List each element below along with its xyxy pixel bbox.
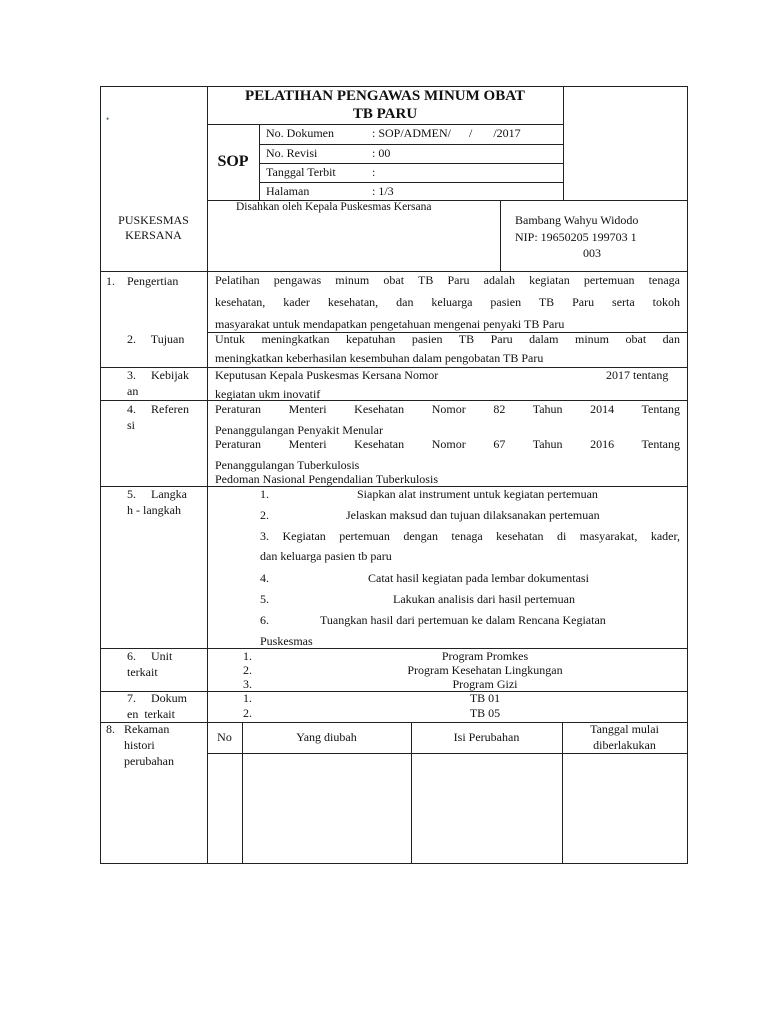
referensi-label-line2: si: [127, 418, 136, 432]
kebijakan-line1-left: Keputusan Kepala Puskesmas Kersana Nomor: [215, 368, 439, 382]
dokumen-1-text: TB 01: [469, 691, 501, 705]
step-3-line1: 3. Kegiatan pertemuan dengan tenaga kesehatan di masyarakat, kader,: [260, 529, 680, 543]
step-2-text: Jelaskan maksud dan tujuan dilaksanakan pertemuan: [346, 508, 600, 522]
tujuan-label: 2. Tujuan: [127, 332, 185, 346]
no-dokumen-label: No. Dokumen: [266, 126, 334, 140]
institution-line1: PUSKESMAS: [118, 213, 189, 227]
step-5-text: Lakukan analisis dari hasil pertemuan: [393, 592, 575, 606]
signatory-nip-line2: 003: [583, 246, 601, 260]
institution-line2: KERSANA: [125, 228, 182, 242]
tujuan-line2: meningkatkan keberhasilan kesembuhan dalam pengobatan TB Paru: [215, 351, 544, 365]
signatory-name: Bambang Wahyu Widodo: [515, 213, 639, 227]
step-1-num: 1.: [260, 487, 269, 501]
kebijakan-label-line2: an: [127, 384, 139, 398]
referensi-line2: Penanggulangan Penyakit Menular: [215, 423, 383, 437]
referensi-line5: Pedoman Nasional Pengendalian Tuberkulosis: [215, 472, 438, 486]
no-dokumen-value: : SOP/ADMEN/ / /2017: [372, 126, 521, 140]
tanggal-terbit-label: Tanggal Terbit: [266, 165, 336, 179]
unit-2-text: Program Kesehatan Lingkungan: [407, 663, 563, 677]
pengertian-line2: kesehatan, kader kesehatan, dan keluarga pasien TB Paru serta tokoh: [215, 295, 680, 309]
step-6-text: Tuangkan hasil dari pertemuan ke dalam Rencana Kegiatan: [320, 613, 606, 627]
document-title-line2: TB PARU: [352, 106, 418, 122]
tanggal-terbit-value: :: [372, 165, 376, 179]
step-3-line2: dan keluarga pasien tb paru: [260, 549, 392, 563]
rekaman-label-line1: Rekaman: [124, 722, 170, 736]
history-col-no: No: [217, 730, 232, 744]
halaman-label: Halaman: [266, 184, 310, 198]
dokumen-2-num: 2.: [243, 706, 252, 720]
step-1-text: Siapkan alat instrument untuk kegiatan pertemuan: [357, 487, 598, 501]
history-col-tanggal-line2: diberlakukan: [593, 738, 656, 752]
step-4-text: Catat hasil kegiatan pada lembar dokumentasi: [368, 571, 589, 585]
dokumen-terkait-label-line2: en terkait: [127, 707, 175, 721]
unit-2-num: 2.: [243, 663, 252, 677]
unit-1-num: 1.: [243, 649, 252, 663]
rekaman-label-num: 8.: [106, 722, 115, 736]
unit-3-num: 3.: [243, 677, 252, 691]
halaman-value: : 1/3: [372, 184, 394, 198]
dokumen-2-text: TB 05: [469, 706, 501, 720]
unit-terkait-label-line1: 6. Unit: [127, 649, 173, 663]
step-2-num: 2.: [260, 508, 269, 522]
dokumen-terkait-label-line1: 7. Dokum: [127, 691, 187, 705]
history-col-yang-diubah: Yang diubah: [296, 730, 357, 744]
unit-3-text: Program Gizi: [452, 677, 518, 691]
step-5-num: 5.: [260, 592, 269, 606]
history-col-isi-perubahan: Isi Perubahan: [453, 730, 520, 744]
pengertian-line1: Pelatihan pengawas minum obat TB Paru adalah kegiatan pertemuan tenaga: [215, 273, 680, 287]
unit-1-text: Program Promkes: [441, 649, 529, 663]
step-6-line2: Puskesmas: [260, 634, 313, 648]
rekaman-label-line2: histori: [124, 738, 155, 752]
signatory-nip-line1: NIP: 19650205 199703 1: [515, 230, 637, 244]
history-col-tanggal-line1: Tanggal mulai: [590, 722, 659, 736]
pengertian-label: 1. Pengertian: [106, 274, 179, 288]
kebijakan-label-line1: 3. Kebijak: [127, 368, 189, 382]
langkah-label-line2: h - langkah: [127, 503, 181, 517]
logo-dot: •: [106, 114, 110, 124]
referensi-line4: Penanggulangan Tuberkulosis: [215, 458, 360, 472]
pengertian-line3: masyarakat untuk mendapatkan pengetahuan mengenai penyaki TB Paru: [215, 317, 565, 331]
step-4-num: 4.: [260, 571, 269, 585]
kebijakan-line1-right: 2017 tentang: [606, 368, 669, 382]
no-revisi-label: No. Revisi: [266, 146, 318, 160]
referensi-label-line1: 4. Referen: [127, 402, 189, 416]
approval-text: Disahkan oleh Kepala Puskesmas Kersana: [236, 201, 432, 213]
sop-label: SOP: [217, 153, 249, 170]
tujuan-line1: Untuk meningkatkan kepatuhan pasien TB Paru dalam minum obat dan: [215, 332, 680, 346]
dokumen-1-num: 1.: [243, 691, 252, 705]
no-revisi-value: : 00: [372, 146, 391, 160]
referensi-line1: Peraturan Menteri Kesehatan Nomor 82 Tahun 2014 Tentang: [215, 402, 680, 416]
referensi-line3: Peraturan Menteri Kesehatan Nomor 67 Tahun 2016 Tentang: [215, 437, 680, 451]
kebijakan-line2: kegiatan ukm inovatif: [215, 387, 321, 401]
unit-terkait-label-line2: terkait: [127, 665, 158, 679]
step-6-num: 6.: [260, 613, 269, 627]
rekaman-label-line3: perubahan: [124, 754, 174, 768]
langkah-label-line1: 5. Langka: [127, 487, 187, 501]
document-title-line1: PELATIHAN PENGAWAS MINUM OBAT: [245, 88, 525, 104]
